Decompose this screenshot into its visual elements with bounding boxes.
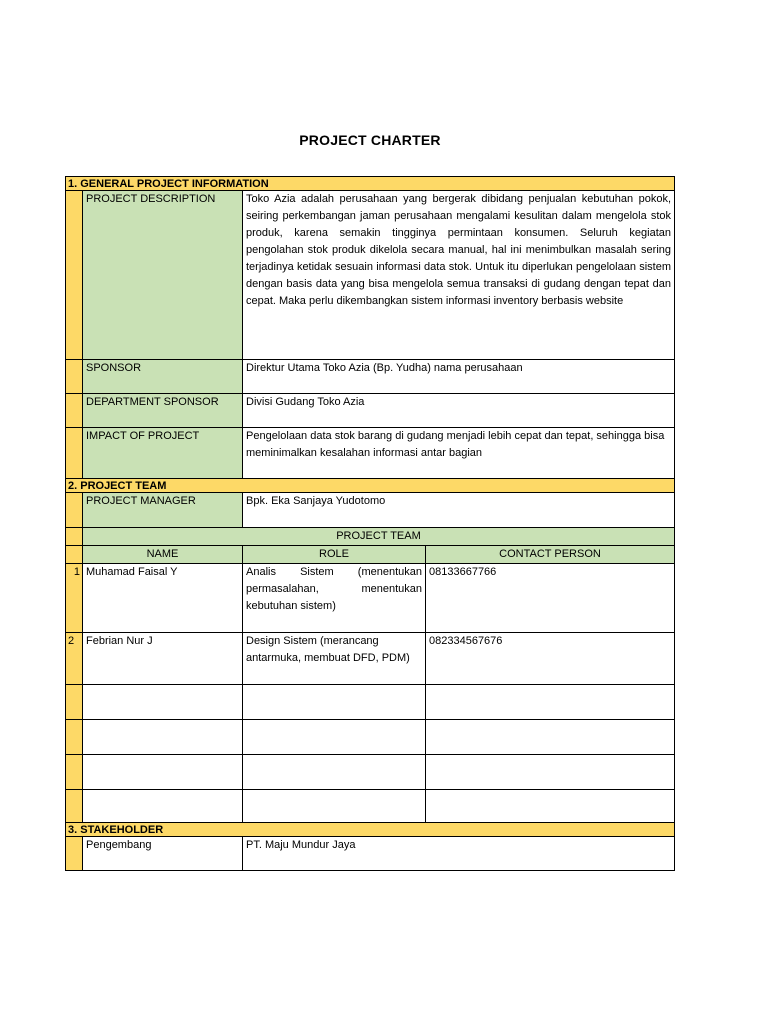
label-project-description: PROJECT DESCRIPTION bbox=[83, 191, 243, 359]
empty-cell bbox=[83, 755, 243, 789]
label-department-sponsor: DEPARTMENT SPONSOR bbox=[83, 394, 243, 427]
row-stakeholder-pengembang bbox=[65, 837, 675, 871]
section-header-general: 1. GENERAL PROJECT INFORMATION bbox=[65, 176, 675, 191]
project-charter-table bbox=[65, 176, 675, 871]
row-number-cell bbox=[65, 755, 83, 789]
row-project-manager bbox=[65, 493, 675, 528]
table-row-empty bbox=[65, 790, 675, 822]
row-number-cell bbox=[65, 837, 83, 870]
row-number-cell bbox=[65, 720, 83, 754]
row-sponsor bbox=[65, 360, 675, 394]
page-title: PROJECT CHARTER bbox=[299, 132, 441, 148]
empty-cell bbox=[83, 790, 243, 822]
value-stakeholder: PT. Maju Mundur Jaya bbox=[243, 837, 675, 870]
empty-cell bbox=[243, 755, 426, 789]
label-impact-of-project: IMPACT OF PROJECT bbox=[83, 428, 243, 478]
table-row-member-2 bbox=[65, 633, 675, 685]
row-number-cell bbox=[65, 528, 83, 545]
value-sponsor: Direktur Utama Toko Azia (Bp. Yudha) nama perusahaan bbox=[243, 360, 675, 393]
row-number-cell bbox=[65, 394, 83, 427]
row-number-cell bbox=[65, 685, 83, 719]
value-department-sponsor: Divisi Gudang Toko Azia bbox=[243, 394, 675, 427]
member-number: 2 bbox=[65, 633, 83, 684]
section-header-stakeholder: 3. STAKEHOLDER bbox=[65, 822, 675, 837]
value-impact-of-project: Pengelolaan data stok barang di gudang menjadi lebih cepat dan tepat, sehingga bisa meminimalkan kesalahan informasi antar bagian bbox=[243, 428, 675, 478]
row-project-description bbox=[65, 191, 675, 360]
section-header-team: 2. PROJECT TEAM bbox=[65, 478, 675, 493]
empty-cell bbox=[243, 720, 426, 754]
member-name: Muhamad Faisal Y bbox=[83, 564, 243, 632]
table-row-empty bbox=[65, 685, 675, 720]
row-number-cell bbox=[65, 428, 83, 478]
member-role: Design Sistem (merancang antarmuka, membuat DFD, PDM) bbox=[243, 633, 426, 684]
empty-cell bbox=[426, 720, 675, 754]
row-number-cell bbox=[65, 790, 83, 822]
row-number-cell bbox=[65, 360, 83, 393]
empty-cell bbox=[426, 790, 675, 822]
member-role: Analis Sistem (menentukan permasalahan, menentukan kebutuhan sistem) bbox=[243, 564, 426, 632]
empty-cell bbox=[243, 685, 426, 719]
member-contact: 082334567676 bbox=[426, 633, 675, 684]
row-number-cell bbox=[65, 493, 83, 527]
table-row-member-1 bbox=[65, 564, 675, 633]
empty-cell bbox=[83, 685, 243, 719]
empty-cell bbox=[426, 685, 675, 719]
table-row-empty bbox=[65, 720, 675, 755]
row-team-columns bbox=[65, 546, 675, 564]
column-header-role: ROLE bbox=[243, 546, 426, 563]
member-contact: 08133667766 bbox=[426, 564, 675, 632]
label-stakeholder: Pengembang bbox=[83, 837, 243, 870]
column-header-name: NAME bbox=[83, 546, 243, 563]
member-name: Febrian Nur J bbox=[83, 633, 243, 684]
empty-cell bbox=[426, 755, 675, 789]
row-department-sponsor bbox=[65, 394, 675, 428]
team-table-title: PROJECT TEAM bbox=[83, 528, 675, 545]
table-row-empty bbox=[65, 755, 675, 790]
value-project-manager: Bpk. Eka Sanjaya Yudotomo bbox=[243, 493, 675, 527]
label-sponsor: SPONSOR bbox=[83, 360, 243, 393]
row-number-cell bbox=[65, 546, 83, 563]
row-impact-of-project bbox=[65, 428, 675, 478]
row-number-cell bbox=[65, 191, 83, 359]
empty-cell bbox=[243, 790, 426, 822]
label-project-manager: PROJECT MANAGER bbox=[83, 493, 243, 527]
member-number: 1 bbox=[65, 564, 83, 632]
value-project-description: Toko Azia adalah perusahaan yang bergerak dibidang penjualan kebutuhan pokok, seiring perkembangan jaman perusahaan mengalami kesulitan dalam mengelola stok produk, karena semakin tingginya permintaan konsumen. Seluruh kegiatan pengolahan stok produk dikelola secara manual, hal ini menimbulkan masalah sering terjadinya ketidak sesuain informasi data stok. Untuk itu diperlukan pengelolaan sistem dengan basis data yang bisa mengelola semua transaksi di gudang dengan tepat dan cepat. Maka perlu dikembangkan sistem informasi inventory berbasis website bbox=[243, 191, 675, 359]
empty-cell bbox=[83, 720, 243, 754]
row-team-table-title bbox=[65, 528, 675, 546]
column-header-contact: CONTACT PERSON bbox=[426, 546, 675, 563]
